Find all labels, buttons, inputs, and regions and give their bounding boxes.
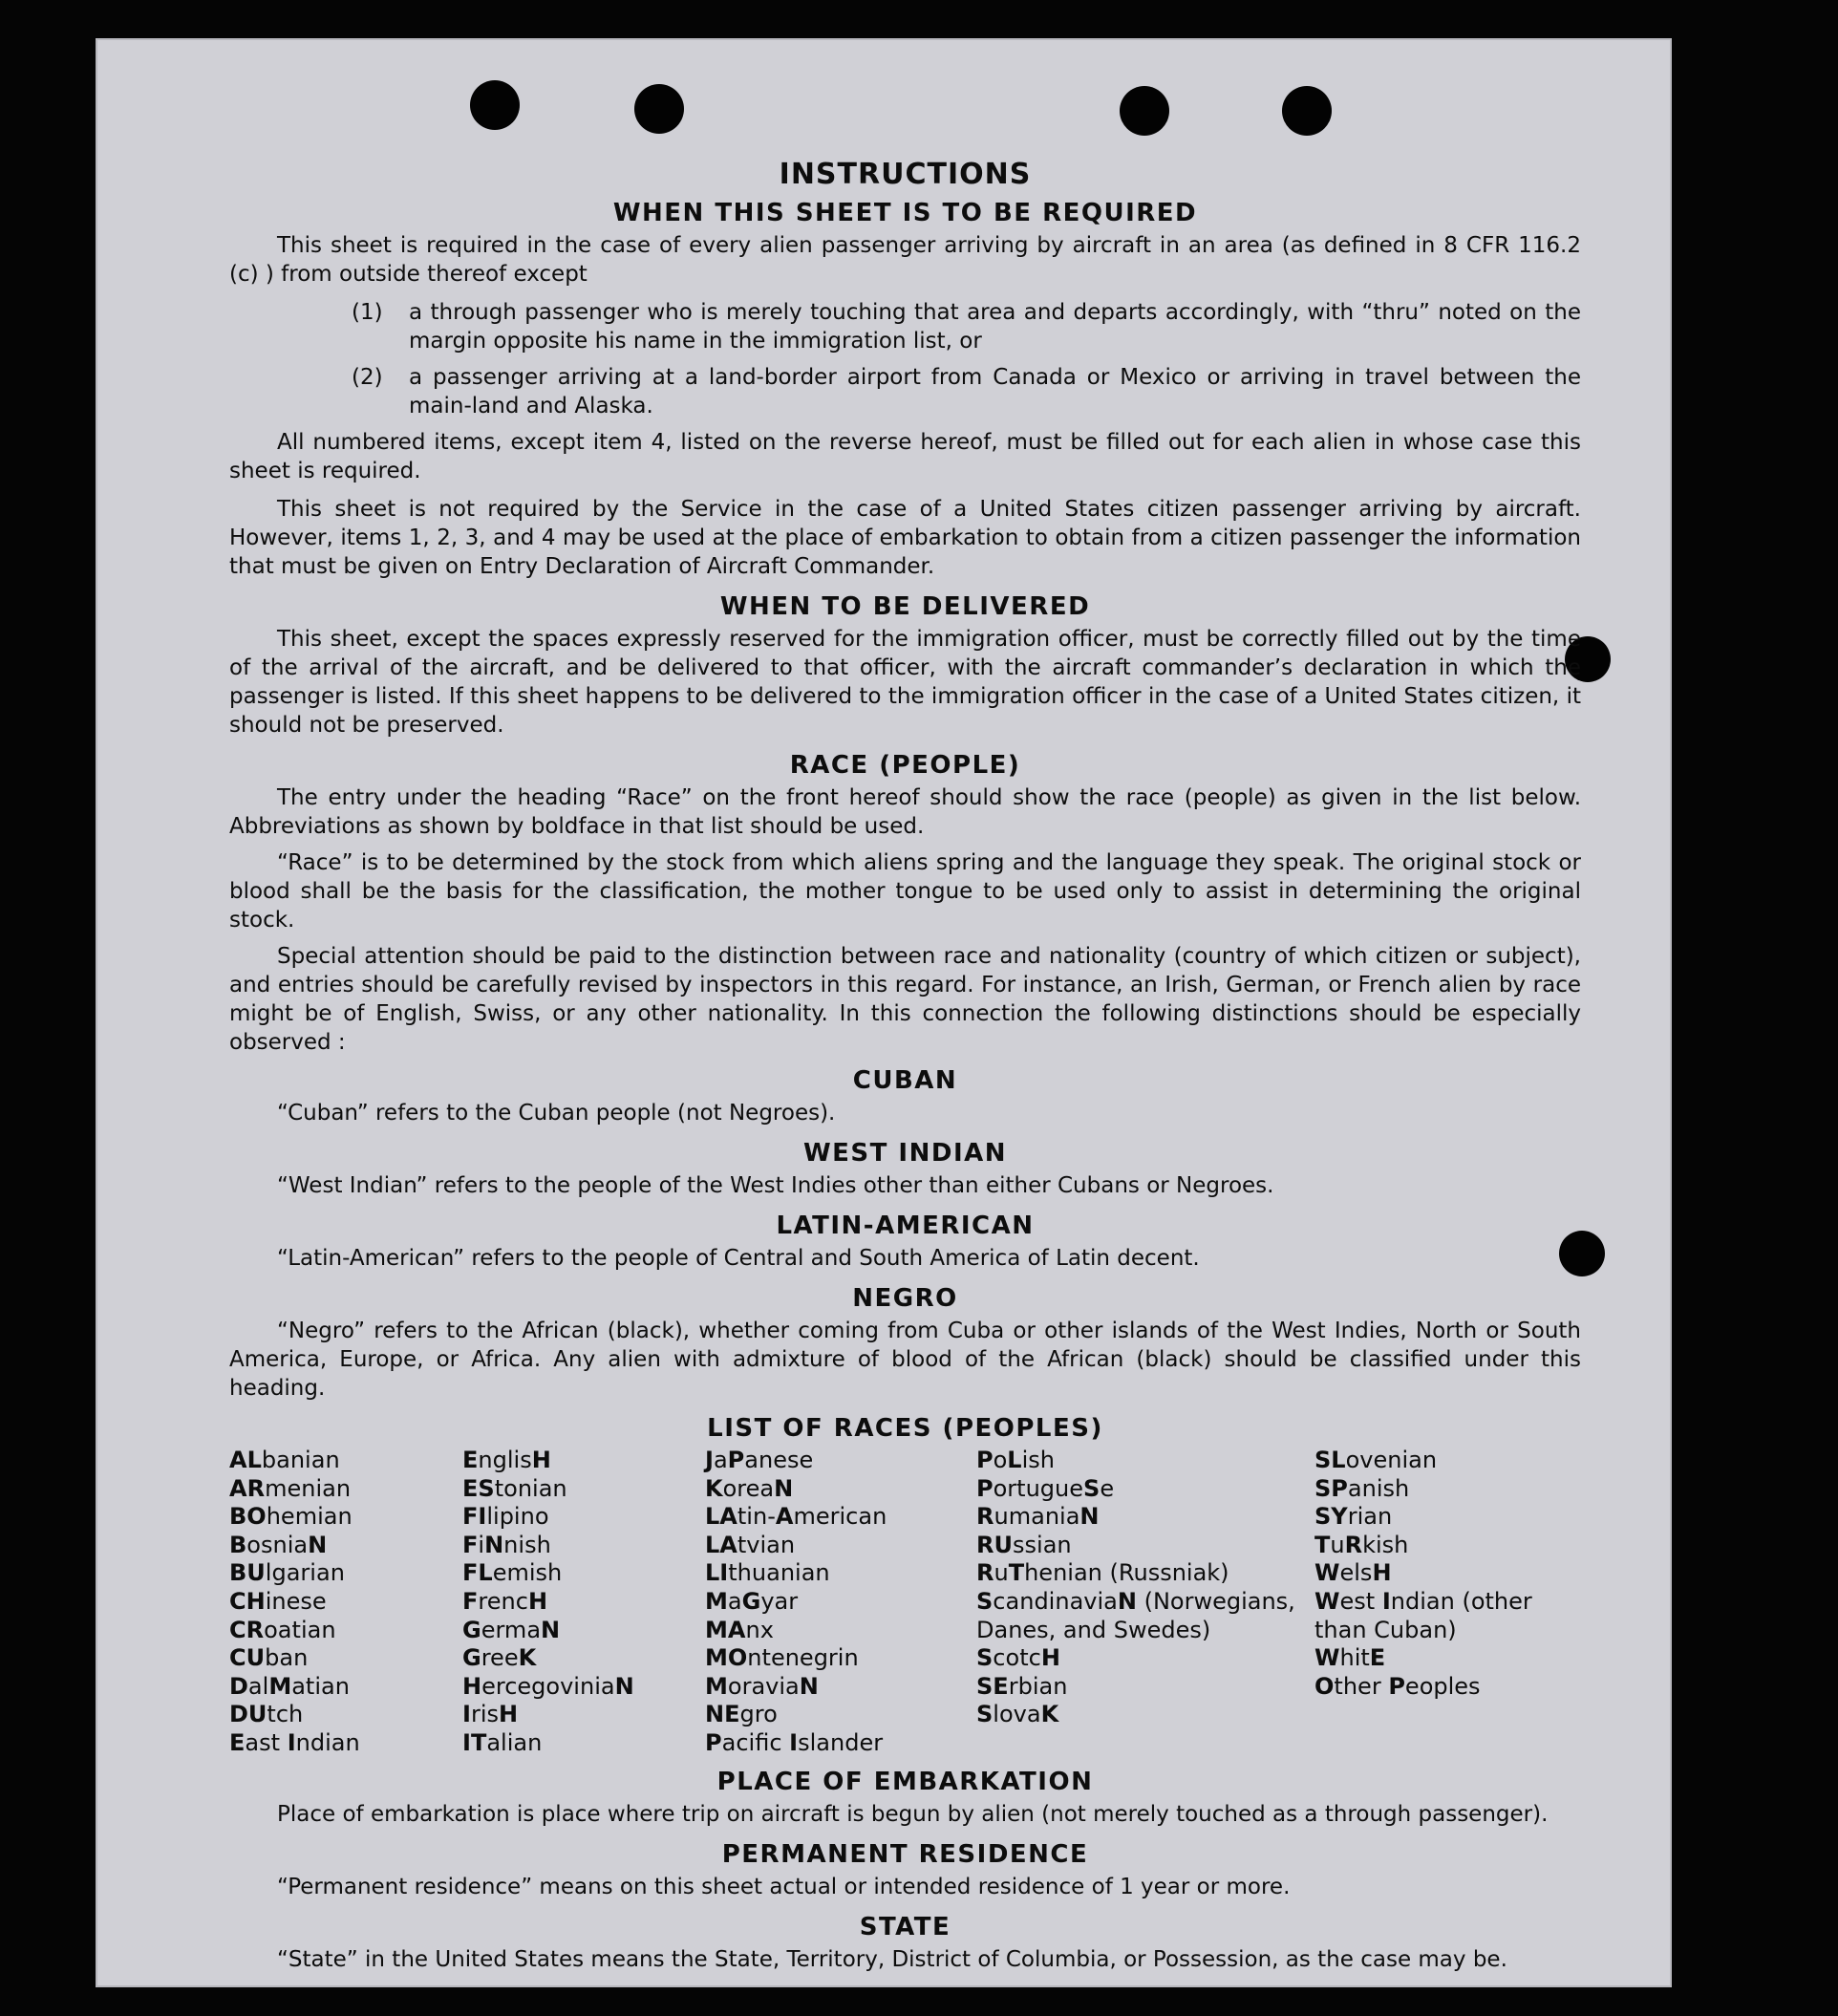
instructions-content — [229, 158, 1581, 1984]
negro-text: “Negro” refers to the African (black), whether coming from Cuba or other islands of the West Indies, North or South America, Europe, or Africa. Any alien with admixture of blood of the African (black) should be classified under this heading. — [229, 1319, 1581, 1401]
race-list-item: NEgro — [705, 1701, 778, 1728]
race-list-item: JaPanese — [705, 1447, 814, 1473]
race-paragraph-3: Special attention should be paid to the distinction between race and nationality (country of which citizen or subject), and entries should be carefully revised by inspectors in this regard. For instance, an Irish, German, or French alien by race might be of English, Swiss, or any other nationality. In this connection the following distinctions should be especially observed : — [229, 944, 1581, 1055]
race-list-item: East Indian — [229, 1728, 360, 1756]
heading-cuban: CUBAN — [852, 1066, 958, 1095]
race-list-item: HercegoviniaN — [462, 1672, 634, 1700]
heading-list-of-races: LIST OF RACES (PEOPLES) — [707, 1414, 1103, 1443]
race-list-item: LAtin-American — [705, 1503, 887, 1531]
race-column — [1314, 1447, 1563, 1758]
race-column — [976, 1447, 1314, 1758]
heading-place-of-embarkation: PLACE OF EMBARKATION — [716, 1767, 1094, 1796]
race-list-item: RUssian — [976, 1531, 1072, 1558]
punch-hole — [634, 84, 684, 134]
race-list-item: FrencH — [462, 1587, 548, 1615]
race-list-item: RuThenian (Russniak) — [976, 1559, 1229, 1587]
race-list-item: CUban — [229, 1644, 309, 1672]
heading-west-indian: WEST INDIAN — [802, 1139, 1008, 1168]
exception-item — [352, 363, 1581, 420]
heading-when-required: WHEN THIS SHEET IS TO BE REQUIRED — [612, 199, 1198, 227]
race-list-item: CRoatian — [229, 1616, 336, 1643]
race-list-item: ITalian — [462, 1728, 543, 1756]
race-list-item: IrisH — [462, 1701, 519, 1728]
race-list-item: MAnx — [705, 1616, 774, 1643]
heading-negro: NEGRO — [852, 1284, 958, 1313]
permanent-residence-text: “Permanent residence” means on this sheet actual or intended residence of 1 year or more. — [277, 1874, 1291, 1899]
race-list-item: MOntenegrin — [705, 1644, 859, 1672]
exception-text: a passenger arriving at a land-border airport from Canada or Mexico or arriving in travel between the main-land and Alaska. — [409, 365, 1581, 418]
race-list-item: PortugueSe — [976, 1474, 1115, 1502]
race-list-item: RumaniaN — [976, 1503, 1100, 1531]
race-list-item: West Indian (other than Cuban) — [1314, 1587, 1532, 1643]
latin-american-text: “Latin-American” refers to the people of Central and South America of Latin decent. — [277, 1246, 1200, 1271]
race-list-item: PoLish — [976, 1447, 1055, 1473]
race-list-item: BosniaN — [229, 1531, 328, 1558]
race-list-item: FLemish — [462, 1559, 563, 1587]
state-text: “State” in the United States means the State, Territory, District of Columbia, or Possession, as the case may be. — [277, 1946, 1507, 1972]
race-list-item: LAtvian — [705, 1531, 796, 1558]
exception-text: a through passenger who is merely touching that area and departs accordingly, with “thru” noted on the margin opposite his name in the immigration list, or — [409, 300, 1581, 354]
race-list-item: DalMatian — [229, 1672, 350, 1700]
race-list-item: Pacifc Islander — [705, 1728, 884, 1756]
race-list-item: GreeK — [462, 1644, 537, 1672]
race-list-item: MoraviaN — [705, 1672, 819, 1700]
race-list-item: KoreaN — [705, 1474, 794, 1502]
race-list-item: ALbanian — [229, 1447, 340, 1473]
race-list-item: GermaN — [462, 1616, 561, 1643]
race-list-item: TuRkish — [1314, 1531, 1409, 1558]
heading-state: STATE — [859, 1912, 951, 1941]
exception-number: (1) — [352, 300, 383, 325]
race-list-item: SlovaK — [976, 1701, 1059, 1728]
citizen-paragraph: This sheet is not required by the Service in the case of a United States citizen passenger arriving by aircraft. However, items 1, 2, 3, and 4 may be used at the place of embarkation to obtain from a citizen passenger the information that must be given on Entry Declaration of Aircraft Commander. — [229, 497, 1581, 579]
exception-number: (2) — [352, 365, 383, 390]
page-title: INSTRUCTIONS — [779, 158, 1032, 191]
race-list-item: SLovenian — [1314, 1447, 1438, 1473]
race-list — [229, 1447, 1581, 1758]
race-list-item: BUlgarian — [229, 1559, 345, 1587]
when-required-intro: This sheet is required in the case of every alien passenger arriving by aircraft in an area (as defined in 8 CFR 116.2 (c) ) from outside thereof except — [229, 233, 1581, 287]
when-delivered-text: This sheet, except the spaces expressly reserved for the immigration officer, must be correctly filled out by the time of the arrival of the aircraft, and be delivered to that officer, with the aircraft commander’s declaration in which the passenger is listed. If this sheet happens to be delivered to the immigration officer in the case of a United States citizen, it should not be preserved. — [229, 627, 1581, 738]
race-list-item: BOhemian — [229, 1503, 353, 1531]
document-page — [96, 38, 1672, 1987]
race-list-item: SErbian — [976, 1672, 1068, 1700]
race-list-item: SPanish — [1314, 1474, 1410, 1502]
race-column — [229, 1447, 462, 1758]
race-paragraph-1: The entry under the heading “Race” on the front hereof should show the race (people) as given in the list below. Abbreviations as shown by boldface in that list should be used. — [229, 785, 1581, 839]
race-column — [705, 1447, 976, 1758]
race-list-item: CHinese — [229, 1587, 327, 1615]
race-list-item: WelsH — [1314, 1559, 1392, 1587]
race-list-item: MaGyar — [705, 1587, 799, 1615]
race-list-item: FiNnish — [462, 1531, 551, 1558]
numbered-items-paragraph: All numbered items, except item 4, listed on the reverse hereof, must be filled out for each alien in whose case this sheet is required. — [229, 430, 1581, 483]
heading-race: RACE (PEOPLE) — [789, 751, 1021, 780]
race-list-item: ARmenian — [229, 1474, 352, 1502]
race-list-item: Other Peoples — [1314, 1672, 1481, 1700]
race-list-item: ScandinaviaN (Norwegians, Danes, and Swedes) — [976, 1587, 1295, 1643]
west-indian-text: “West Indian” refers to the people of the West Indies other than either Cubans or Negroes. — [277, 1173, 1274, 1198]
race-list-item: EStonian — [462, 1474, 567, 1502]
cuban-text: “Cuban” refers to the Cuban people (not Negroes). — [277, 1101, 836, 1126]
exception-item — [352, 298, 1581, 355]
race-column — [462, 1447, 705, 1758]
heading-permanent-residence: PERMANENT RESIDENCE — [721, 1839, 1089, 1869]
race-list-item: DUtch — [229, 1701, 304, 1728]
race-list-item: LIthuanian — [705, 1559, 830, 1587]
race-list-item: SYrian — [1314, 1503, 1393, 1531]
heading-latin-american: LATIN-AMERICAN — [776, 1212, 1035, 1240]
punch-hole — [470, 80, 520, 130]
place-of-embarkation-text: Place of embarkation is place where trip on aircraft is begun by alien (not merely touched as a through passenger). — [277, 1801, 1549, 1827]
race-list-item: WhitE — [1314, 1644, 1386, 1672]
heading-when-delivered: WHEN TO BE DELIVERED — [719, 592, 1091, 621]
punch-hole — [1282, 86, 1332, 136]
race-paragraph-2: “Race” is to be determined by the stock from which aliens spring and the language they speak. The original stock or blood shall be the basis for the classification, the mother tongue to be used only to assist in determining the original stock. — [229, 850, 1581, 933]
race-list-item: ScotcH — [976, 1644, 1060, 1672]
race-list-item: FIlipino — [462, 1503, 549, 1531]
race-list-item: EnglisH — [462, 1447, 551, 1473]
punch-hole — [1120, 86, 1169, 136]
